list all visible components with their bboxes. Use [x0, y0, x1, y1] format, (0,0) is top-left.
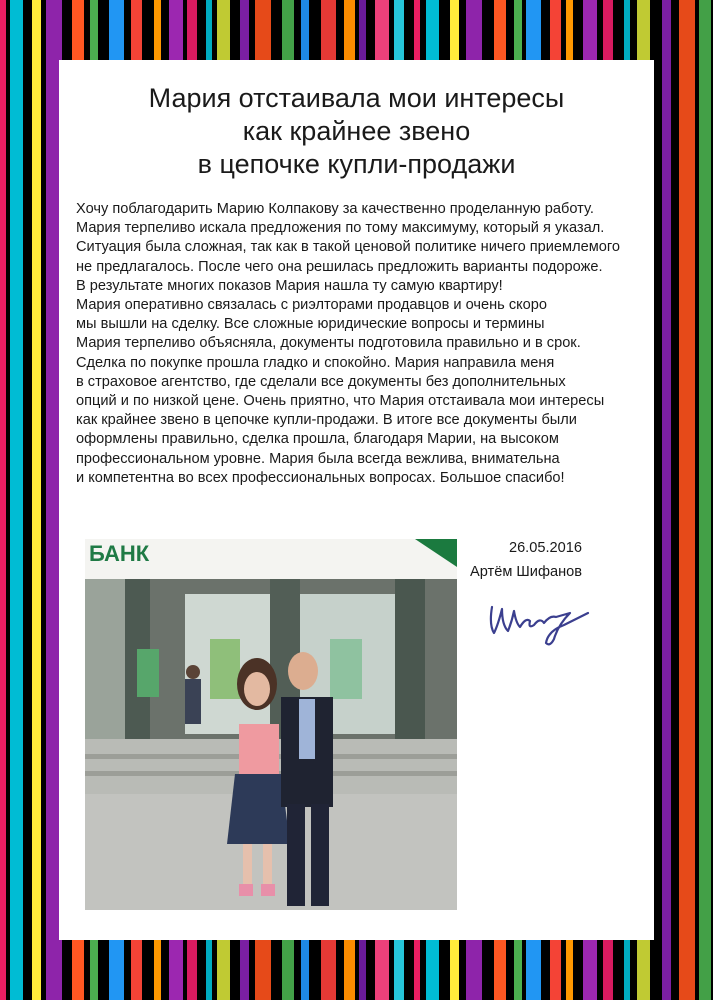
testimonial-card — [59, 60, 654, 940]
stripe — [699, 0, 711, 1000]
body-line: Мария терпеливо объясняла, документы подготовила правильно и в срок. — [76, 335, 581, 352]
title-line: как крайнее звено — [242, 116, 471, 146]
stripe — [662, 0, 671, 1000]
handwritten-signature — [484, 595, 594, 655]
body-line: профессиональном уровне. Мария была всегда вежлива, внимательна — [76, 450, 560, 467]
bank-sign-text: БАНК — [89, 541, 150, 566]
body-line: опций и по низкой цене. Очень приятно, что Мария отстаивала мои интересы — [76, 393, 605, 410]
testimonial-body — [76, 200, 651, 488]
body-line: оформлены правильно, сделка прошла, благодаря Марии, на высоком — [76, 431, 559, 448]
testimonial-title — [59, 82, 654, 181]
body-line: Ситуация была сложная, так как в такой ценовой политике ничего приемлемого — [76, 239, 620, 256]
body-line: и компетентна во всех профессиональных вопросах. Большое спасибо! — [76, 469, 565, 486]
body-line: Мария оперативно связалась с риэлторами продавцов и очень скоро — [76, 297, 548, 314]
body-line: В результате многих показов Мария нашла ту самую квартиру! — [76, 277, 503, 294]
body-line: мы вышли на сделку. Все сложные юридические вопросы и термины — [76, 316, 545, 333]
body-line: не предлагалось. После чего она решилась предложить варианты подороже. — [76, 258, 603, 275]
body-line: как крайнее звено в цепочке купли-продажи. В итоге все документы были — [76, 412, 577, 429]
photo-illustration — [85, 539, 457, 910]
customer-photo — [85, 539, 457, 910]
body-line: Хочу поблагодарить Марию Колпакову за качественно проделанную работу. — [76, 201, 594, 217]
body-line: Мария терпеливо искала предложения по тому максимуму, который я указал. — [76, 220, 605, 237]
title-line: в цепочке купли-продажи — [197, 149, 516, 179]
stripe — [10, 0, 23, 1000]
body-line: Сделка по покупке прошла гладко и спокойно. Мария направила меня — [76, 354, 555, 371]
stripe — [32, 0, 41, 1000]
testimonial-author: Артём Шифанов — [470, 564, 582, 580]
stripe — [679, 0, 695, 1000]
body-line: в страховое агентство, где сделали все документы без дополнительных — [76, 373, 566, 390]
title-line: Мария отстаивала мои интересы — [148, 83, 565, 113]
testimonial-date: 26.05.2016 — [508, 540, 582, 556]
stripe — [0, 0, 6, 1000]
